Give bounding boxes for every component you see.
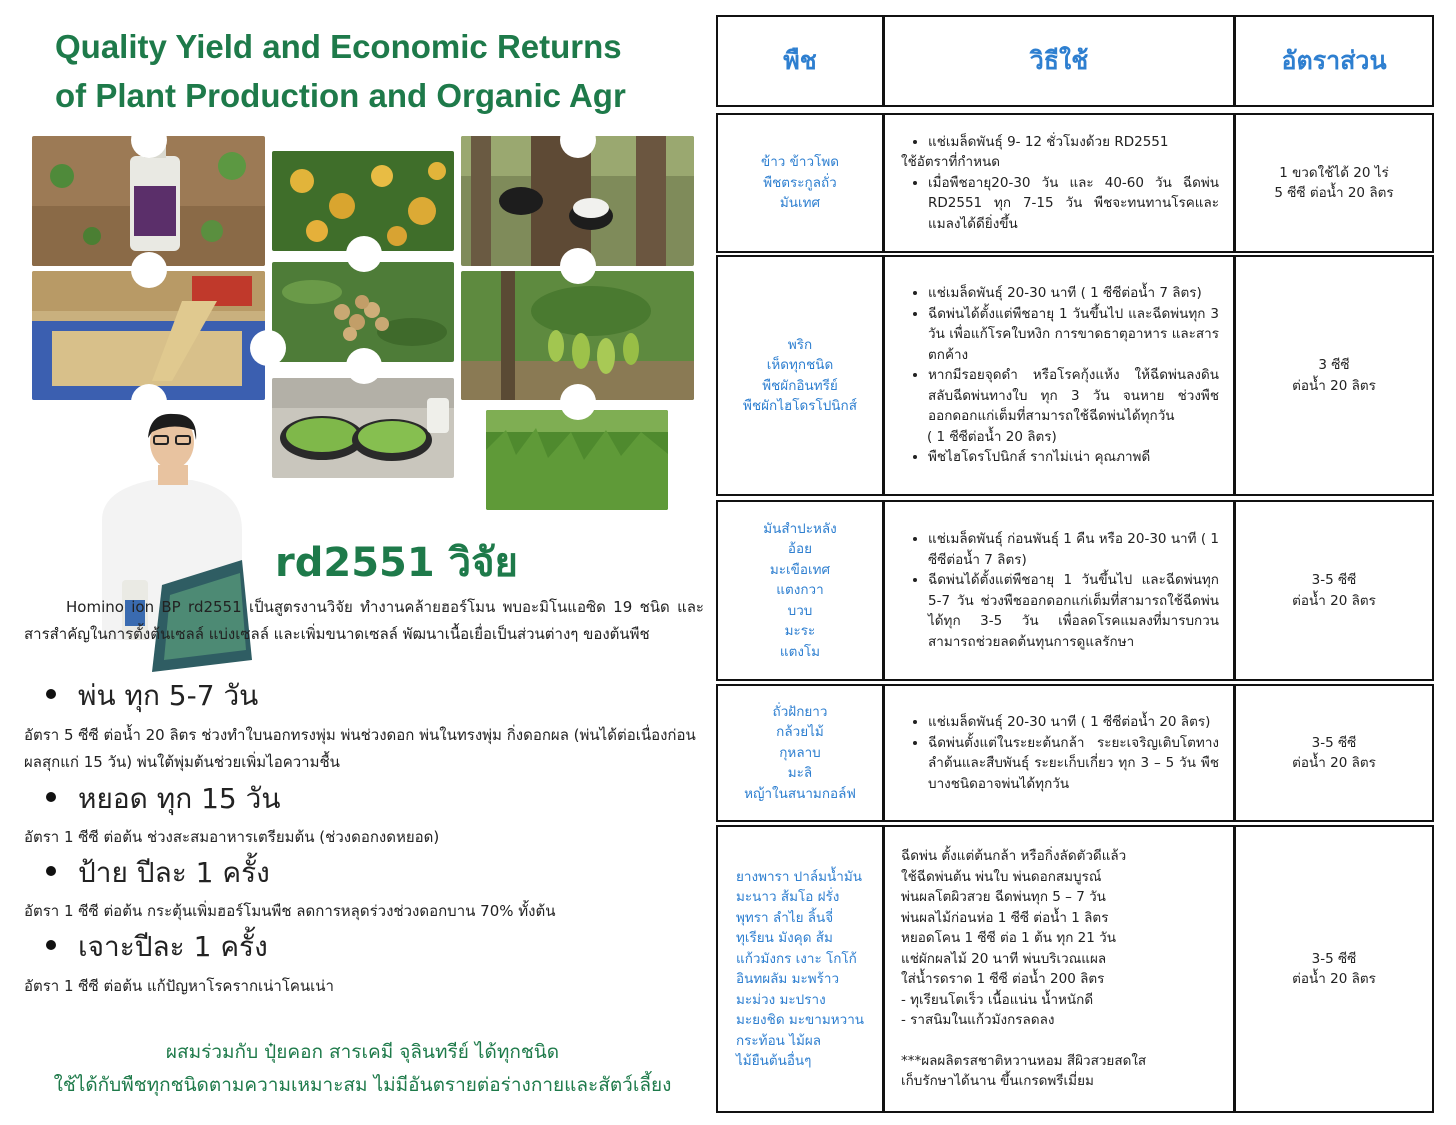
header-usage: วิธีใช้ xyxy=(885,17,1236,105)
crop-cell xyxy=(718,502,885,679)
rate-cell xyxy=(1236,686,1432,820)
crop-cell xyxy=(718,257,885,494)
crop-name: แก้วมังกร เงาะ โกโก้ xyxy=(736,950,857,967)
usage-item: • พืชไฮโดรโปนิกส์ รากไม่เน่า คุณภาพดี xyxy=(928,447,1219,468)
crop-name: หญ้าในสนามกอล์ฟ xyxy=(744,785,856,802)
rate-cell xyxy=(1236,115,1432,251)
crop-name: ยางพารา ปาล์มน้ำมัน xyxy=(736,868,862,885)
usage-item: • ฉีดพ่นได้ตั้งแต่พืชอายุ 1 วันขึ้นไป และฉีดพ่นทุก 3 วัน เพื่อแก้โรคใบหงิก การขาดธาตุอาหาร และสารตกค้าง xyxy=(928,304,1219,366)
usage-cell xyxy=(885,115,1236,251)
usage-line: ใช้อัตราที่กำหนด xyxy=(901,154,1001,171)
usage-line: พ่นผลโตผิวสวย ฉีดพ่นทุก 5 – 7 วัน xyxy=(901,889,1106,906)
usage-item: • แช่เมล็ดพันธุ์ 9- 12 ชั่วโมงด้วย RD2551 xyxy=(928,132,1219,153)
crop-name: พืชตระกูลถั่ว xyxy=(763,174,837,191)
brand-heading: rd2551 วิจัย xyxy=(275,540,518,586)
title-line-2: of Plant Production and Organic Agr xyxy=(55,77,626,114)
crop-name: มันเทศ xyxy=(779,195,821,212)
dose-detail-spray: อัตรา 5 ซีซี ต่อน้ำ 20 ลิตร ช่วงทำใบนอกทรงพุ่ม พ่นช่วงดอก พ่นในทรงพุ่ม กิ่งดอกผล (พ่นได้ต่อเนื่องก่อนผลสุกแก่ 15 วัน) พ่นใต้พุ่มต้นช่วยเพิ่มไอความชื้น xyxy=(24,726,696,771)
rate-line: 3-5 ซีซี xyxy=(1311,572,1357,588)
dose-heading-spray xyxy=(46,678,258,714)
dose-heading-text: พ่น ทุก 5-7 วัน xyxy=(78,679,259,712)
rate-line: 3-5 ซีซี xyxy=(1311,950,1357,967)
usage-cell xyxy=(885,257,1236,494)
usage-item: • ฉีดพ่นตั้งแต่ในระยะต้นกล้า ระยะเจริญเติบโตทางลำต้นและสืบพันธุ์ ระยะเก็บเกี่ยว ทุก 3 – 5 วัน พืชบางชนิดอาจพ่นได้ทุกวัน xyxy=(928,733,1219,795)
rate-cell xyxy=(1236,827,1432,1111)
usage-item: • แช่เมล็ดพันธุ์ ก่อนพันธุ์ 1 คืน หรือ 20-30 นาที ( 1 ซีซีต่อน้ำ 7 ลิตร) xyxy=(928,529,1219,570)
dose-detail-drip: อัตรา 1 ซีซี ต่อต้น ช่วงสะสมอาหารเตรียมต้น (ช่วงดอกงดหยอด) xyxy=(24,828,440,846)
rate-line: ต่อน้ำ 20 ลิตร xyxy=(1292,755,1376,771)
table-row xyxy=(716,684,1434,822)
usage-line: พ่นผลไม้ก่อนห่อ 1 ซีซี ต่อน้ำ 1 ลิตร xyxy=(901,909,1109,926)
crop-name: แตงกวา xyxy=(776,582,824,599)
rate-line: ต่อน้ำ 20 ลิตร xyxy=(1292,971,1376,987)
usage-line: ฉีดพ่น ตั้งแต่ต้นกล้า หรือกิ่งลัดตัวดีแล้ว xyxy=(901,848,1127,865)
crop-name: มะยงชิด มะขามหวาน xyxy=(736,1012,865,1028)
crop-name: กระท้อน ไม้ผล xyxy=(736,1032,822,1049)
crop-name: พริก xyxy=(787,336,813,353)
header-rate: อัตราส่วน xyxy=(1281,46,1387,75)
table-row xyxy=(716,825,1434,1113)
bullet-icon xyxy=(46,792,56,802)
crop-name: มันสำปะหลัง xyxy=(763,520,837,537)
crop-cell xyxy=(718,115,885,251)
rate-line: 1 ขวดใช้ได้ 20 ไร่ xyxy=(1279,164,1389,181)
table-row xyxy=(716,255,1434,496)
usage-line: หยอดโคน 1 ซีซี ต่อ 1 ต้น ทุก 21 วัน xyxy=(901,930,1116,947)
usage-line: เก็บรักษาได้นาน ขึ้นเกรดพรีเมี่ยม xyxy=(901,1073,1094,1090)
crop-name: พืชผักไฮโดรโปนิกส์ xyxy=(743,398,857,414)
footer-note xyxy=(0,1036,725,1102)
bullet-icon xyxy=(46,689,56,699)
dose-heading-text: หยอด ทุก 15 วัน xyxy=(78,782,281,815)
crop-name: แตงโม xyxy=(779,643,821,660)
crop-cell xyxy=(718,827,885,1111)
crop-name: อินทผลัม มะพร้าว xyxy=(736,971,840,987)
crop-name: มะเขือเทศ xyxy=(769,561,831,578)
crop-name: เห็ดทุกชนิด xyxy=(766,357,834,373)
usage-item: • แช่เมล็ดพันธุ์ 20-30 นาที ( 1 ซีซีต่อน้ำ 7 ลิตร) xyxy=(928,283,1219,304)
dose-detail-paint: อัตรา 1 ซีซี ต่อต้น กระตุ้นเพิ่มฮอร์โมนพืช ลดการหลุดร่วงช่วงดอกบาน 70% ทั้งต้น xyxy=(24,902,556,920)
table-row xyxy=(716,113,1434,253)
crop-name: มะม่วง มะปราง xyxy=(736,991,826,1008)
title-line-1: Quality Yield and Economic Returns xyxy=(55,28,622,65)
rate-line: ต่อน้ำ 20 ลิตร xyxy=(1292,592,1376,609)
rate-cell xyxy=(1236,257,1432,494)
crop-name: มะลิ xyxy=(787,765,813,782)
usage-item: • ฉีดพ่นได้ตั้งแต่พืชอายุ 1 วันขึ้นไป และฉีดพ่นทุก 5-7 วัน ช่วงพืชออกดอกแก่เต็มที่สามารถใช้ฉีดพ่นได้ทุก 3-5 วัน เพื่อลดโรคแมลงที่มารบกวน สามารถช่วยลดต้นทุนการดูแลรักษา xyxy=(928,570,1219,652)
header-crop: พืช xyxy=(718,17,885,105)
usage-item: • แช่เมล็ดพันธุ์ 20-30 นาที ( 1 ซีซีต่อน้ำ 20 ลิตร) xyxy=(928,712,1219,733)
usage-line: ใช้ฉีดพ่นต้น พ่นใบ พ่นดอกสมบูรณ์ xyxy=(901,868,1102,885)
rate-cell xyxy=(1236,502,1432,679)
dose-detail-drill: อัตรา 1 ซีซี ต่อต้น แก้ปัญหาโรครากเน่าโคนเน่า xyxy=(24,977,334,995)
dose-heading-text: ป้าย ปีละ 1 ครั้ง xyxy=(78,856,270,889)
rate-line: ต่อน้ำ 20 ลิตร xyxy=(1292,377,1376,394)
usage-line: แช่ผักผลไม้ 20 นาที พ่นบริเวณแผล xyxy=(901,950,1107,967)
crop-name: พืชผักอินทรีย์ xyxy=(762,377,838,394)
photo-mango xyxy=(461,271,694,400)
photo-rice-harvest xyxy=(32,271,265,400)
rate-line: 3 ซีซี xyxy=(1318,357,1350,373)
usage-cell xyxy=(885,827,1236,1111)
crop-name: มะนาว ส้มโอ ฝรั่ง xyxy=(736,889,840,905)
crop-name: ถั่วฝักยาว xyxy=(772,703,828,720)
usage-line: ใส่น้ำรดราด 1 ซีซี ต่อน้ำ 200 ลิตร xyxy=(901,971,1105,988)
rate-line: 3-5 ซีซี xyxy=(1311,734,1357,751)
photo-hydroponic-tubs xyxy=(272,378,454,478)
usage-cell xyxy=(885,686,1236,820)
usage-line: ( 1 ซีซีต่อน้ำ 20 ลิตร) xyxy=(927,428,1057,445)
bullet-icon xyxy=(46,940,56,950)
crop-cell xyxy=(718,686,885,820)
crop-name: มะระ xyxy=(784,623,816,640)
usage-item: • เมื่อพืชอายุ20-30 วัน และ 40-60 วัน ฉีดพ่น RD2551 ทุก 7-15 วัน พืชจะทนทานโรคและแมลงได้ดียิ่งขึ้น xyxy=(928,173,1219,235)
dose-heading-paint xyxy=(46,855,270,891)
photo-rice-field xyxy=(486,410,668,510)
photo-longan xyxy=(272,262,454,362)
rate-line: 5 ซีซี ต่อน้ำ 20 ลิตร xyxy=(1274,185,1394,201)
usage-line: ***ผลผลิตรสชาติหวานหอม สีผิวสวยสดใส xyxy=(901,1052,1147,1069)
table-header xyxy=(716,15,1434,107)
crop-name: กุหลาบ xyxy=(779,744,821,761)
usage-line: - ราสนิมในแก้วมังกรลดลง xyxy=(901,1012,1055,1029)
usage-line: - ทุเรียนโตเร็ว เนื้อแน่น น้ำหนักดี xyxy=(901,991,1094,1008)
bullet-icon xyxy=(46,866,56,876)
page-title xyxy=(55,22,705,120)
crop-name: พุทรา ลำไย ลิ้นจี่ xyxy=(736,909,834,926)
intro-paragraph: Homino ion BP rd2551 เป็นสูตรงานวิจัย ทำงานคล้ายฮอร์โมน พบอะมิโนแอซิด 19 ชนิด และสารสำคัญในการตั้งต้นเซลล์ แบ่งเซลล์ และเพิ่มขนาดเซลล์ พัฒนาเนื้อเยื่อเป็นส่วนต่างๆ ของต้นพืช xyxy=(24,598,704,643)
usage-cell xyxy=(885,502,1236,679)
crop-name: บวบ xyxy=(787,602,813,619)
crop-name: ข้าว ข้าวโพด xyxy=(761,154,839,171)
dose-heading-drip xyxy=(46,781,280,817)
crop-name: ทุเรียน มังคุด ส้ม xyxy=(736,930,833,946)
table-row xyxy=(716,500,1434,681)
crop-name: อ้อย xyxy=(787,541,813,558)
dose-heading-text: เจาะปีละ 1 ครั้ง xyxy=(78,930,268,963)
usage-item: • หากมีรอยจุดดำ หรือโรคกุ้งแห้ง ให้ฉีดพ่นลงดิน สลับฉีดพ่นทางใบ ทุก 3 วัน จนหาย ช่วงพืชออกดอกแก่เต็มที่สามารถใช้ฉีดพ่นได้ทุกวัน xyxy=(928,365,1219,427)
crop-name: กล้วยไม้ xyxy=(776,724,824,741)
crop-name: ไม้ยืนต้นอื่นๆ xyxy=(736,1053,812,1069)
footer-line-1: ผสมร่วมกับ ปุ๋ยคอก สารเคมี จุลินทรีย์ ได้ทุกชนิด xyxy=(165,1041,560,1063)
footer-line-2: ใช้ได้กับพืชทุกชนิดตามความเหมาะสม ไม่มีอันตรายต่อร่างกายและสัตว์เลี้ยง xyxy=(53,1074,672,1096)
usage-spacer xyxy=(901,1031,1219,1051)
dose-heading-drill xyxy=(46,929,268,965)
